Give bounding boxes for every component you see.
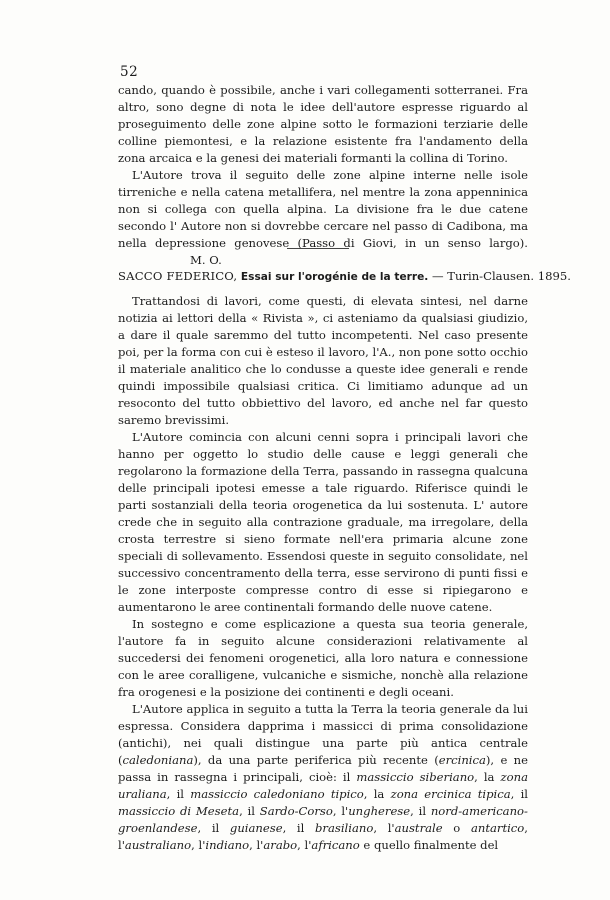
- italic-term: zona uraliana: [118, 770, 528, 801]
- text-run: , l': [332, 804, 349, 818]
- italic-term: ungherese: [348, 804, 411, 818]
- italic-term: antartico: [470, 821, 525, 835]
- review-body: [118, 293, 528, 854]
- italic-term: caledoniana: [122, 753, 194, 767]
- text-run: ), da una parte periferica più recente (: [193, 753, 439, 767]
- paragraph: Trattandosi di lavori, come questi, di elevata sintesi, nel darne notizia ai lettori della « Rivista », ci asteniamo da qualsiasi giudizio, a dare il quale saremmo del tutto incompetenti. Nel caso presente poi, per la forma con cui è esteso il lavoro, l'A., non pone sotto occhio il materiale analitico che lo condusse a queste idee generali e rende quindi impossibile qualsiasi critica. Ci limitiamo adunque ad un resoconto del tutto obbiettivo del lavoro, ed anche nel far questo saremo brevissimi.: [118, 294, 528, 427]
- review-publisher-year: Turin-Clausen. 1895.: [447, 269, 571, 283]
- italic-term: ercinica: [438, 753, 486, 767]
- text-run: , l': [249, 838, 264, 852]
- italic-term: africano: [311, 838, 360, 852]
- text-run: o: [442, 821, 471, 835]
- reviewer-signature: M. O.: [190, 253, 222, 267]
- text-run: , l': [191, 838, 206, 852]
- paragraph: In sostegno e come esplicazione a questa sua teoria generale, l'autore fa in seguito alcune considerazioni relativamente al succedersi dei fenomeni orogenetici, alla loro natura e connessione con le aree coralligene, vulcaniche e sismiche, nonchè alla relazione fra orogenesi e la posizione dei continenti e degli oceani.: [118, 617, 528, 699]
- review-author: SACCO FEDERICO,: [118, 269, 238, 283]
- text-run: ), e ne passa in rassegna i principali, cioè: il: [118, 753, 528, 784]
- italic-term: massiccio di Meseta: [118, 804, 240, 818]
- text-run: , il: [239, 804, 260, 818]
- italic-term: indiano: [205, 838, 250, 852]
- italic-term: australe: [394, 821, 443, 835]
- paragraph: cando, quando è possibile, anche i vari collegamenti sotterranei. Fra altro, sono degne di nota le idee dell'autore espresse riguardo al proseguimento delle zone alpine sotto le formazioni terziarie delle colline piemontesi, e la relazione esistente fra l'andamento della zona arcaica e la genesi dei materiali formanti la collina di Torino.: [118, 83, 528, 165]
- italic-term: massiccio caledoniano tipico: [190, 787, 364, 801]
- review-work-title: Essai sur l'orogénie de la terre.: [240, 271, 429, 283]
- text-run: , la: [474, 770, 501, 784]
- paragraph-text: L'Autore trova il seguito delle zone alpine interne nelle isole tirreniche e nella catena metallifera, nel mentre la zona appenninica non si collega con quella alpina. La divisione fra le due catene secondo l' Autore non si dovrebbe cercare nel passo di Cadibona, ma nella depressione genovese (Passo di Giovi, in un senso largo).: [118, 168, 528, 250]
- text-run: e quello finalmente del: [359, 838, 499, 852]
- italic-term: zona ercinica tipica: [390, 787, 511, 801]
- text-run: , l': [118, 821, 528, 852]
- text-run: , l': [373, 821, 395, 835]
- italic-term: massiccio siberiano: [356, 770, 475, 784]
- paragraph: [118, 167, 528, 269]
- text-run: , l': [297, 838, 312, 852]
- text-run: , il: [197, 821, 230, 835]
- text-run: , il: [166, 787, 191, 801]
- page-number: 52: [120, 64, 139, 80]
- italic-term: nord-americano-groenlandese: [118, 804, 528, 835]
- italic-term: Sardo-Corso: [259, 804, 333, 818]
- italic-term: arabo: [263, 838, 298, 852]
- text-run: , la: [363, 787, 391, 801]
- heading-dash: —: [431, 269, 444, 283]
- paragraph: L'Autore comincia con alcuni cenni sopra i principali lavori che hanno per oggetto lo studio delle cause e leggi generali che regolarono la formazione della Terra, passando in rassegna qualcuna delle principali ipotesi emesse a tale riguardo. Riferisce quindi le parti sostanziali della teoria orogenetica da lui sostenuta. L' autore crede che in seguito alla contrazione graduale, ma irregolare, della crosta terrestre si sieno formate nell'era primaria alcune zone speciali di sollevamento. Essendosi queste in seguito consolidate, nel successivo concentramento della terra, esse servirono di punti fissi e le zone interposte compresse contro di esse si ripiegarono e aumentarono le aree continentali formando delle nuove catene.: [118, 430, 528, 614]
- review-heading: [118, 268, 571, 286]
- text-run: , il: [510, 787, 528, 801]
- text-run: , il: [282, 821, 316, 835]
- text-run: , il: [410, 804, 431, 818]
- italic-term: brasiliano: [315, 821, 374, 835]
- italic-term: guianese: [229, 821, 283, 835]
- paragraph-continents: [118, 701, 528, 854]
- italic-term: australiano: [124, 838, 192, 852]
- section-divider: [287, 248, 349, 249]
- text-run: L'Autore applica in seguito a tutta la Terra la teoria generale da lui espressa. Considera dapprima i massicci di prima consolidazione (antichi), nei quali distingue una parte più antica centrale (: [118, 702, 528, 767]
- previous-review-tail: [118, 82, 528, 269]
